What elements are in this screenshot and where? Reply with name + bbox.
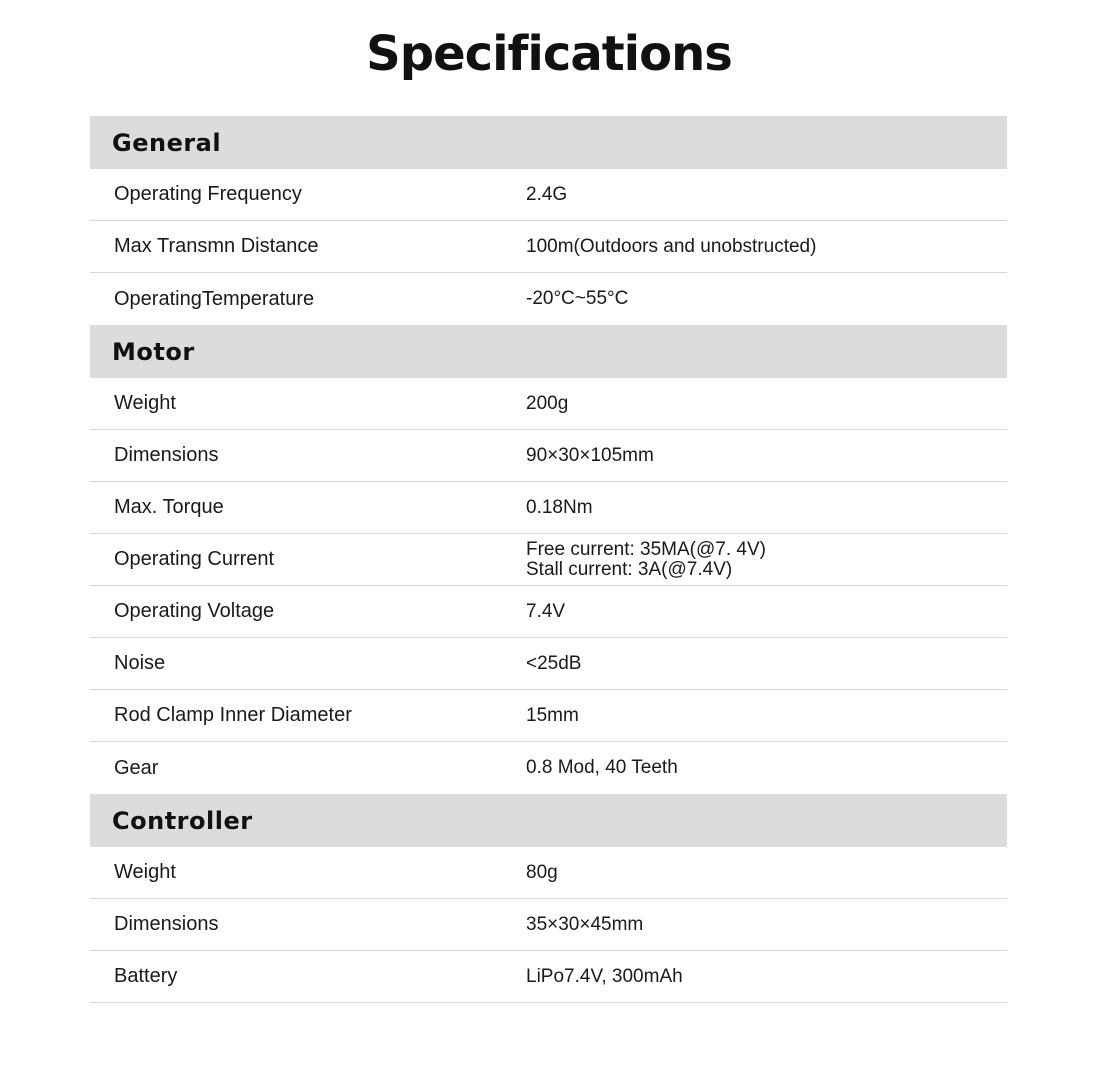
table-row	[90, 847, 1007, 899]
spec-value-line: 7.4V	[526, 600, 566, 622]
section-title: Motor	[112, 337, 195, 366]
spec-value-line: Stall current: 3A(@7.4V)	[526, 558, 733, 580]
spec-value	[526, 758, 1007, 778]
spec-value	[526, 915, 1007, 935]
table-row	[90, 273, 1007, 325]
page-title: Specifications	[366, 26, 732, 82]
section-header-general	[90, 116, 1007, 169]
spec-label: Operating Current	[114, 548, 275, 570]
table-row	[90, 169, 1007, 221]
table-row	[90, 482, 1007, 534]
spec-value	[526, 446, 1007, 466]
table-row	[90, 534, 1007, 586]
spec-value	[526, 289, 1007, 309]
spec-label: Battery	[114, 965, 178, 987]
spec-label: Weight	[114, 392, 176, 414]
table-row	[90, 951, 1007, 1003]
spec-label: OperatingTemperature	[114, 287, 315, 310]
spec-label: Dimensions	[114, 444, 219, 466]
spec-value-line: <25dB	[526, 652, 582, 674]
section-header-motor	[90, 325, 1007, 378]
spec-value-line: 15mm	[526, 704, 579, 726]
table-row	[90, 430, 1007, 482]
table-row	[90, 378, 1007, 430]
section-title: Controller	[112, 806, 253, 835]
table-row	[90, 899, 1007, 951]
section-header-controller	[90, 794, 1007, 847]
spec-value-line: 2.4G	[526, 183, 568, 205]
spec-label: Gear	[114, 756, 159, 779]
spec-label: Operating Frequency	[114, 183, 302, 205]
spec-value-line: 80g	[526, 861, 558, 883]
spec-value	[526, 394, 1007, 414]
spec-value-line: 100m(Outdoors and unobstructed)	[526, 235, 817, 257]
spec-value	[526, 185, 1007, 205]
spec-value-line: Free current: 35MA(@7. 4V)	[526, 538, 766, 560]
table-row	[90, 690, 1007, 742]
spec-label: Max. Torque	[114, 496, 224, 518]
spec-value	[526, 237, 1007, 257]
spec-label: Operating Voltage	[114, 600, 275, 622]
spec-value	[526, 498, 1007, 518]
table-row	[90, 638, 1007, 690]
spec-value-line: 0.8 Mod, 40 Teeth	[526, 757, 678, 778]
spec-value-line: 35×30×45mm	[526, 913, 644, 935]
spec-label: Dimensions	[114, 913, 219, 935]
table-row	[90, 221, 1007, 273]
spec-value-line: -20°C~55°C	[526, 288, 629, 309]
spec-label: Max Transmn Distance	[114, 235, 319, 257]
spec-label: Noise	[114, 652, 166, 674]
spec-value	[526, 654, 1007, 674]
section-title: General	[112, 128, 222, 157]
spec-label: Weight	[114, 861, 176, 883]
spec-value	[526, 863, 1007, 883]
spec-value-line: 90×30×105mm	[526, 444, 654, 466]
spec-value-line: 0.18Nm	[526, 496, 593, 518]
spec-table	[90, 116, 1007, 1003]
spec-value	[526, 967, 1007, 987]
spec-value	[526, 540, 1007, 580]
spec-value	[526, 602, 1007, 622]
table-row	[90, 742, 1007, 794]
table-row	[90, 586, 1007, 638]
spec-label: Rod Clamp Inner Diameter	[114, 704, 352, 726]
spec-value-line: LiPo7.4V, 300mAh	[526, 965, 683, 987]
spec-value-line: 200g	[526, 392, 569, 414]
spec-value	[526, 706, 1007, 726]
